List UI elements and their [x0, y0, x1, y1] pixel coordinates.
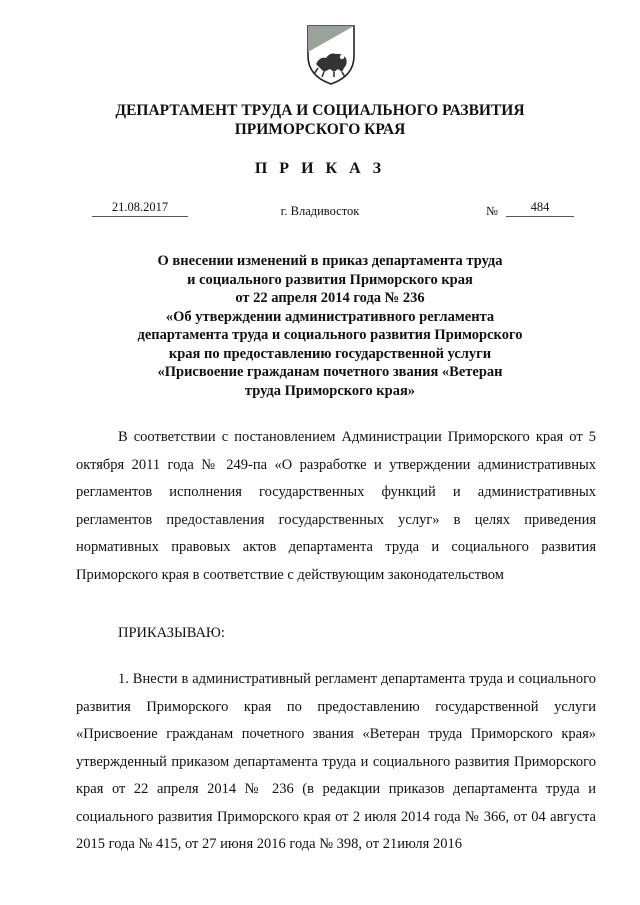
subject-line: департамента труда и социального развития Приморского — [137, 327, 523, 343]
subject-line: «Присвоение гражданам почетного звания «Ветеран — [157, 364, 503, 380]
subject-line: от 22 апреля 2014 года № 236 — [235, 290, 425, 306]
subject-line: труда Приморского края» — [244, 382, 416, 399]
subject-line: «Об утверждении административного регламента — [165, 308, 495, 325]
item-1-text: 1. Внести в административный регламент департамента труда и социального развития Приморского края по предоставлению государственной услуги «Присвоение гражданам почетного звания «Ветеран труда Приморского края» утвержденный приказом департамента труда и социального развития Приморского края от 22 апреля 2014 № 236 (в редакции приказов департамента труда и социального развития Приморского края от 2 июля 2014 года № 366, от 04 августа 2015 года № 415, от 27 июня 2016 года № 398, от 21июля 2016 — [76, 671, 596, 852]
department-title: ДЕПАРТАМЕНТ ТРУДА И СОЦИАЛЬНОГО РАЗВИТИЯ ПРИМОРСКОГО КРАЯ — [115, 102, 525, 138]
order-city: г. Владивосток — [280, 204, 360, 218]
subject-line: и социального развития Приморского края — [187, 271, 473, 288]
order-subject — [110, 252, 550, 400]
item-1-paragraph — [76, 666, 596, 858]
order-date: 21.08.2017 — [92, 200, 188, 217]
order-number-label: № — [486, 204, 498, 218]
subject-line: края по предоставлению государственной услуги — [168, 345, 492, 362]
coat-of-arms-icon — [302, 22, 360, 86]
document-type-heading: П Р И К А З — [254, 160, 386, 177]
decree-word: ПРИКАЗЫВАЮ: — [118, 625, 225, 641]
preamble-paragraph: В соответствии с постановлением Администрации Приморского края от 5 октября 2011 года № 249-па «О разработке и утверждении административных регламентов исполнения государственных функций и административных регламентов предоставления государственных услуг» в целях приведения нормативных правовых актов департамента труда и социального развития Приморского края в соответствие с действующим законодательством — [76, 429, 596, 583]
subject-line: О внесении изменений в приказ департамента труда — [157, 253, 503, 269]
order-number: 484 — [506, 200, 574, 217]
